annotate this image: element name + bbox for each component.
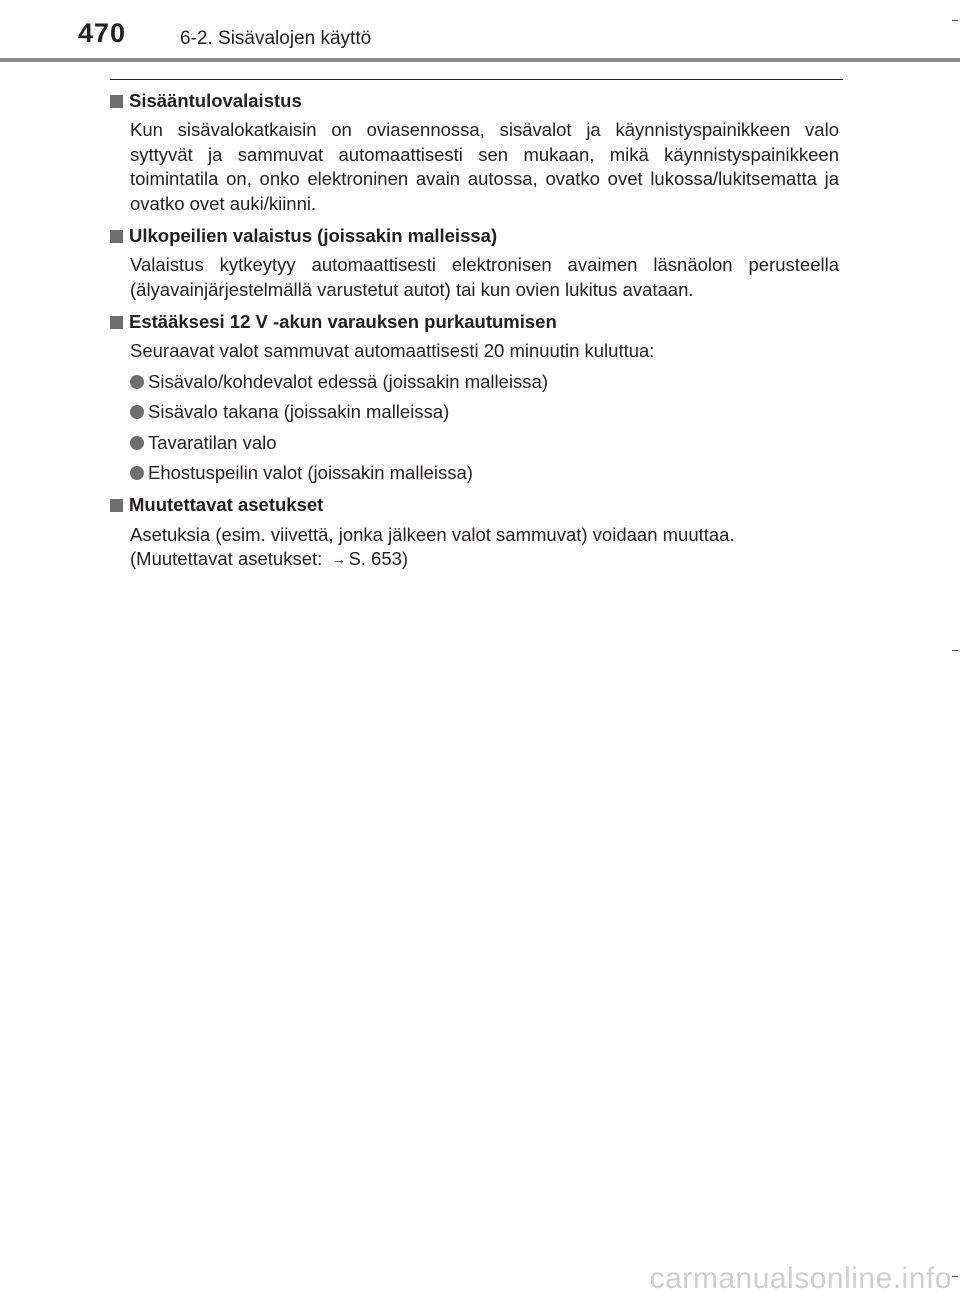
square-bullet-icon: [110, 499, 123, 512]
topic-heading: [110, 88, 839, 114]
circle-bullet-icon: [130, 466, 144, 480]
list-item-text: Ehostuspeilin valot (joissakin malleissa): [148, 462, 473, 483]
list-item-text: Sisävalo takana (joissakin malleissa): [148, 401, 450, 422]
page-reference-link[interactable]: S. 653): [348, 548, 409, 569]
topic-text: Kun sisävalokatkaisin on oviasennossa, sisävalot ja käynnistyspainikkeen valo syttyvät ja sammuvat automaattisesti sen mukaan, mikä käynnistyspainikkeen toimintatila on, onko elektroninen avain autossa, ovatko ovet lukossa/lukitsematta ja ovatko ovet auki/kiinni.: [130, 119, 839, 214]
page-number: 470: [78, 18, 127, 48]
list-item: [130, 431, 839, 456]
list-item-text: Tavaratilan valo: [148, 431, 277, 453]
content-divider: [110, 79, 843, 80]
square-bullet-icon: [110, 316, 123, 329]
circle-bullet-icon: [130, 405, 144, 419]
arrow-right-icon: →: [331, 551, 347, 568]
topic-title: Muutettavat asetukset: [129, 494, 324, 516]
topic-battery-saver: [110, 309, 839, 486]
page-header: [0, 0, 960, 62]
page-content: [110, 88, 839, 580]
margin-tick: [952, 650, 958, 651]
topic-text: Valaistus kytkeytyy automaattisesti elektronisen avaimen läsnäolon perusteella (älyavainjärjestelmällä varustetut autot) tai kun ovien lukitus avataan.: [130, 254, 839, 300]
square-bullet-icon: [110, 230, 123, 243]
list-item-text: Sisävalo/kohdevalot edessä (joissakin malleissa): [148, 370, 548, 392]
circle-bullet-icon: [130, 436, 144, 450]
watermark: carmanualsonline.info: [649, 1262, 952, 1295]
margin-tick: [952, 1276, 958, 1277]
reference-prefix: (Muutettavat asetukset:: [130, 548, 328, 569]
margin-tick: [952, 20, 958, 21]
topic-text-line: Asetuksia (esim. viivettä, jonka jälkeen valot sammuvat) voidaan muuttaa.: [130, 523, 735, 545]
topic-entry-lighting: [110, 88, 839, 216]
list-item: [130, 461, 839, 486]
topic-mirror-lighting: [110, 223, 839, 302]
list-item: [130, 370, 839, 395]
topic-text: Seuraavat valot sammuvat automaattisesti 20 minuutin kuluttua:: [130, 340, 655, 361]
topic-heading: [110, 493, 839, 519]
header-rule: [0, 58, 960, 62]
topic-heading: [110, 309, 839, 335]
topic-text: [130, 523, 839, 573]
circle-bullet-icon: [130, 375, 144, 389]
square-bullet-icon: [110, 95, 123, 108]
topic-title: Estääksesi 12 V -akun varauksen purkautumisen: [129, 310, 557, 332]
topic-title: Sisääntulovalaistus: [129, 89, 302, 111]
topic-custom-settings: [110, 493, 839, 573]
topic-heading: [110, 223, 839, 249]
topic-title: Ulkopeilien valaistus (joissakin malleissa): [129, 224, 498, 246]
list-item: [130, 400, 839, 425]
section-title: 6-2. Sisävalojen käyttö: [180, 28, 372, 49]
